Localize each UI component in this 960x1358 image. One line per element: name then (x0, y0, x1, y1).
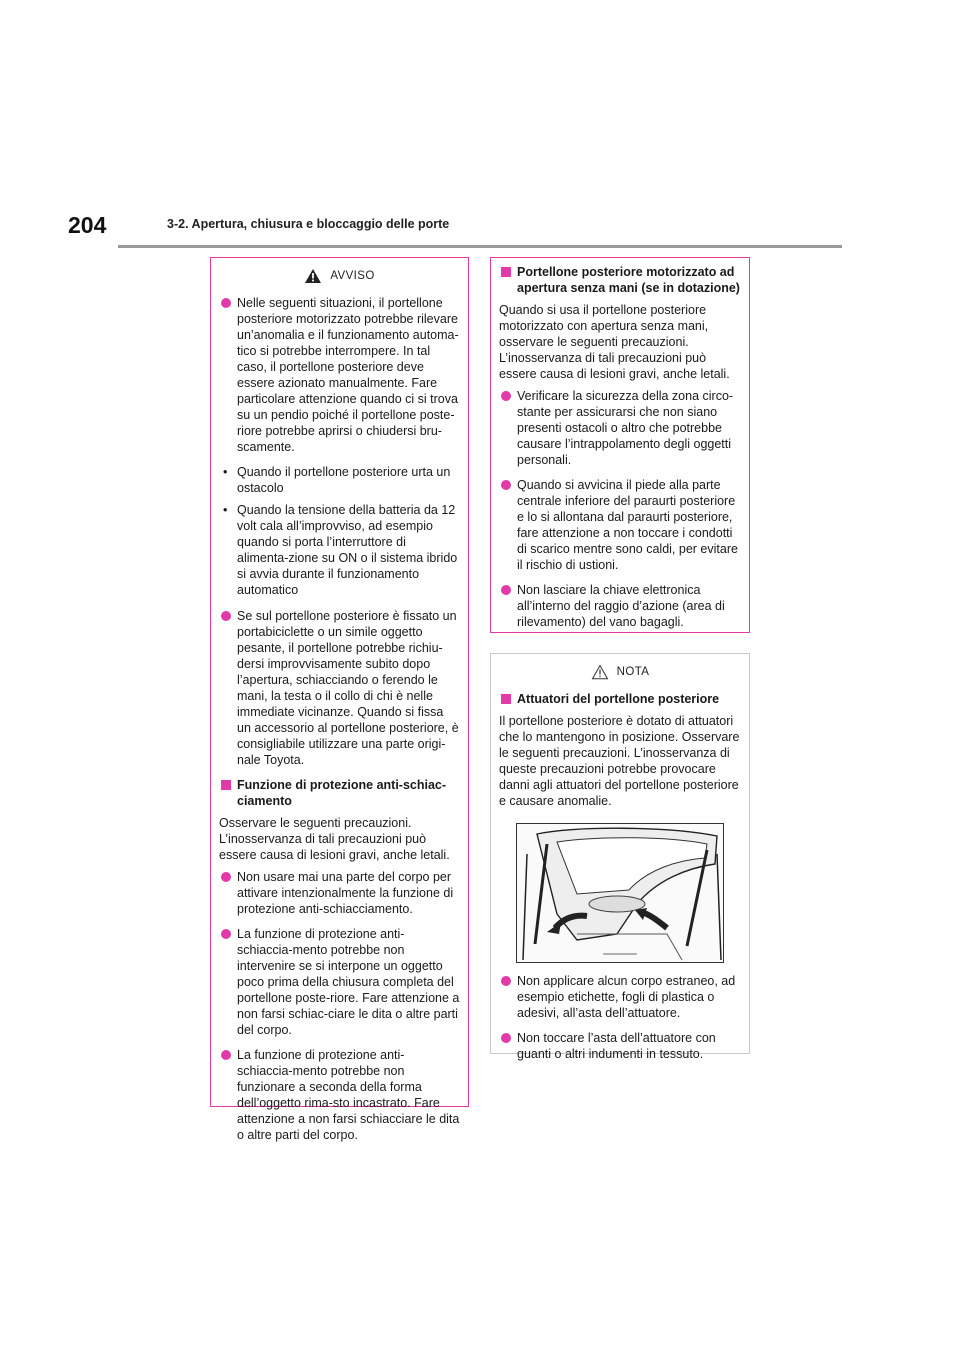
avviso-subheading: Funzione di protezione anti-schiac-ciamento (219, 777, 460, 809)
page-number: 204 (68, 212, 107, 238)
bullet-dot-icon (221, 872, 231, 882)
avviso-sub-item: La funzione di protezione anti-schiaccia-mento potrebbe non funzionare a seconda della forma dell’oggetto rima-sto incastrato. Fare attenzione a non farsi schiacciare le dita o altre parti del corpo. (219, 1047, 460, 1143)
nota-title: NOTA (616, 666, 650, 678)
avviso-item: Nelle seguenti situazioni, il portellone posteriore motorizzato potrebbe rilevare un’anomalia e il funzionamento automa-tico si potrebbe interrompere. In tal caso, il portellone posteriore deve essere azionato manualmente. Fare particolare attenzione quando ci si trova su un pendio poiché il portellone poste-riore potrebbe aprirsi o chiudersi bru-scamente. (219, 295, 460, 455)
tailgate-actuator-illustration (516, 823, 724, 963)
nota-item: Non toccare l’asta dell’attuatore con guanti o altri indumenti in tessuto. (499, 1030, 741, 1062)
avviso-dash-item: • Quando il portellone posteriore urta un ostacolo (223, 465, 451, 495)
handsfree-item: Verificare la sicurezza della zona circo-stante per assicurarsi che non siano presenti ostacoli o altro che potrebbe causare l’intrappolamento degli oggetti personali. (499, 388, 741, 468)
bullet-dot-icon (501, 585, 511, 595)
bullet-dot-icon (501, 976, 511, 986)
page-header (118, 0, 842, 248)
bullet-square-icon (501, 267, 511, 277)
handsfree-item: Non lasciare la chiave elettronica all’interno del raggio d’azione (area di rilevamento) del vano bagagli. (499, 582, 741, 630)
avviso-header (219, 267, 460, 285)
bullet-square-icon (501, 694, 511, 704)
bullet-dash-icon: • (223, 503, 228, 517)
avviso-sub-item: La funzione di protezione anti-schiaccia-mento potrebbe non intervenire se si interpone un oggetto poco prima della chiusura completa del portellone poste-riore. Fare attenzione a non farsi schiac-ciare le dita o altre parti del corpo. (219, 926, 460, 1038)
handsfree-heading: Portellone posteriore motorizzato ad apertura senza mani (se in dotazione) (499, 264, 741, 296)
nota-heading: Attuatori del portellone posteriore (499, 691, 741, 707)
avviso-sub-item: Non usare mai una parte del corpo per attivare intenzionalmente la funzione di protezione anti-schiacciamento. (219, 869, 460, 917)
handsfree-box (490, 257, 750, 633)
bullet-dot-icon (221, 1050, 231, 1060)
avviso-sub-intro: Osservare le seguenti precauzioni. L’inosservanza di tali precauzioni può essere causa di lesioni gravi, anche letali. (219, 816, 450, 862)
bullet-dot-icon (221, 611, 231, 621)
bullet-dot-icon (501, 391, 511, 401)
nota-intro: Il portellone posteriore è dotato di attuatori che lo mantengono in posizione. Osservare le seguenti precauzioni. L’inosservanza di queste precauzioni potrebbe provocare danni agli attuatori del portellone posteriore e causare anomalie. (499, 714, 740, 808)
avviso-item: Se sul portellone posteriore è fissato un portabiciclette o un simile oggetto pesante, il portellone potrebbe richiu-dersi improvvisamente subito dopo l’apertura, schiacciando o ferendo le mani, la testa o il collo di chi è nelle immediate vicinanze. Quando si fissa un accessorio al portellone posteriore, è consigliabile utilizzare una parte origi-nale Toyota. (219, 608, 460, 768)
nota-box (490, 653, 750, 1061)
avviso-box (210, 257, 469, 1142)
bullet-dot-icon (501, 480, 511, 490)
avviso-dash-item: • Quando la tensione della batteria da 12 volt cala all’improvviso, ad esempio quando si porta l’interruttore di alimenta-zione su ON o il sistema ibrido si avvia durante il funzionamento automatico (223, 503, 458, 597)
bullet-square-icon (221, 780, 231, 790)
avviso-title: AVVISO (330, 270, 375, 282)
warning-icon (304, 268, 322, 284)
caution-icon (591, 664, 609, 680)
nota-item: Non applicare alcun corpo estraneo, ad esempio etichette, fogli di plastica o adesivi, all’asta dell’attuatore. (499, 973, 741, 1021)
handsfree-intro: Quando si usa il portellone posteriore motorizzato con apertura senza mani, osservare le seguenti precauzioni. L’inosservanza di tali precauzioni può essere causa di lesioni gravi, anche letali. (499, 303, 730, 381)
nota-header (499, 663, 741, 681)
bullet-dash-icon: • (223, 465, 228, 479)
bullet-dot-icon (221, 298, 231, 308)
bullet-dot-icon (501, 1033, 511, 1043)
bullet-dot-icon (221, 929, 231, 939)
handsfree-item: Quando si avvicina il piede alla parte centrale inferiore del paraurti posteriore e lo si allontana dal paraurti posteriore, fare attenzione a non toccare i condotti di scarico mentre sono caldi, per evitare il rischio di ustioni. (499, 477, 741, 573)
section-title: 3-2. Apertura, chiusura e bloccaggio delle porte (167, 217, 450, 231)
